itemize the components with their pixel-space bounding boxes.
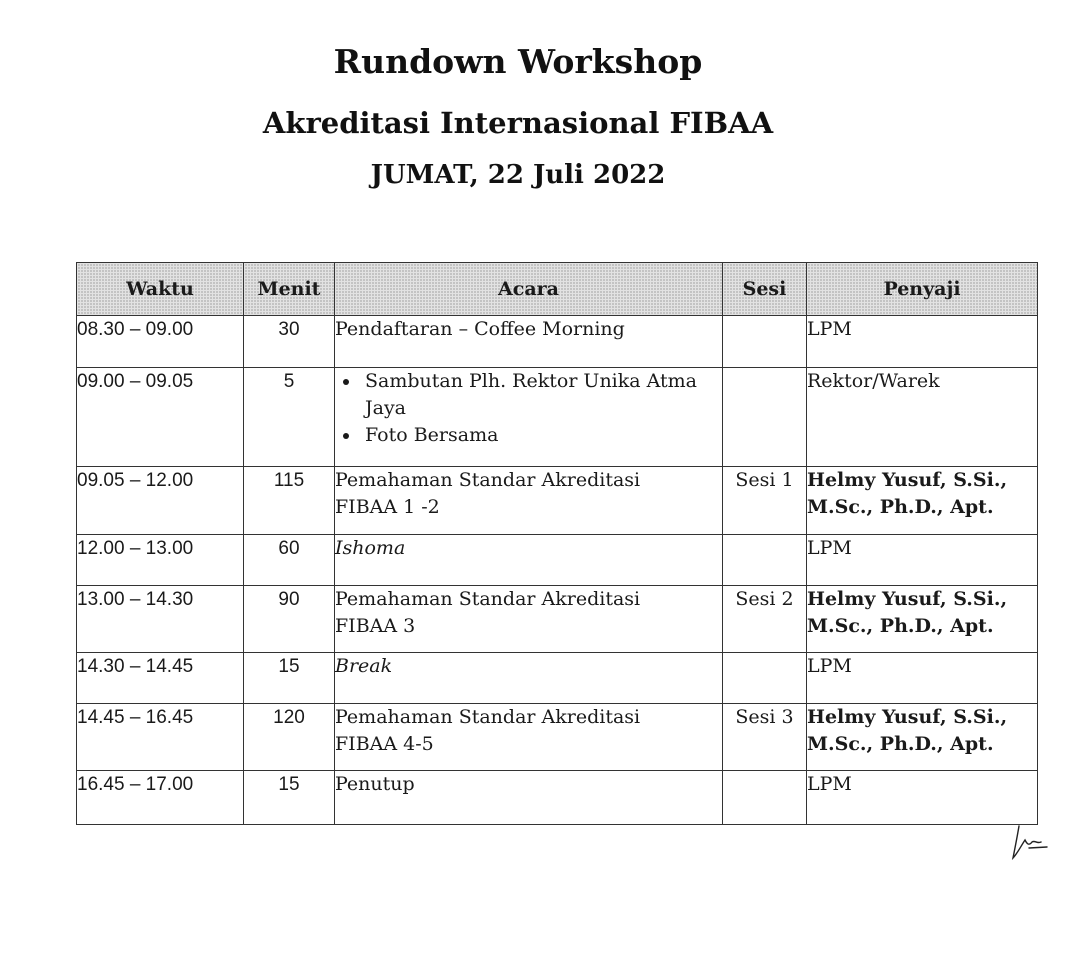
column-header-penyaji: Penyaji [807, 263, 1038, 316]
table-row [77, 704, 1038, 771]
menit-text: 30 [278, 319, 300, 340]
cell-acara [335, 704, 723, 771]
column-header-acara: Acara [335, 263, 723, 316]
table-row [77, 316, 1038, 368]
cell-penyaji [807, 771, 1038, 825]
signature-mark [1005, 818, 1055, 868]
acara-bullet-list [335, 368, 722, 449]
menit-text: 15 [278, 774, 300, 795]
penyaji-text-line: LPM [807, 537, 852, 559]
menit-text: 90 [278, 589, 300, 610]
penyaji-text-line: Helmy Yusuf, S.Si., [807, 706, 1008, 728]
cell-menit [244, 368, 335, 467]
cell-penyaji [807, 316, 1038, 368]
cell-waktu [77, 368, 244, 467]
column-header-sesi: Sesi [723, 263, 807, 316]
table-row [77, 653, 1038, 704]
sesi-text: Sesi 3 [735, 706, 794, 728]
cell-acara [335, 368, 723, 467]
table-row [77, 771, 1038, 825]
penyaji-text-line: Rektor/Warek [807, 370, 940, 392]
cell-penyaji [807, 467, 1038, 535]
acara-text-line: FIBAA 1 -2 [335, 496, 440, 518]
table-row [77, 586, 1038, 653]
document-title: Rundown Workshop [333, 42, 703, 81]
cell-sesi [723, 316, 807, 368]
acara-text-line: FIBAA 3 [335, 615, 416, 637]
penyaji-text-line: Helmy Yusuf, S.Si., [807, 588, 1008, 610]
cell-menit [244, 704, 335, 771]
acara-bullet-item: • Foto Bersama [361, 422, 722, 449]
cell-sesi [723, 586, 807, 653]
cell-waktu [77, 704, 244, 771]
penyaji-text-line: LPM [807, 655, 852, 677]
waktu-text: 09.00 – 09.05 [77, 371, 194, 392]
acara-text-line: Pemahaman Standar Akreditasi [335, 469, 641, 491]
cell-acara [335, 586, 723, 653]
cell-penyaji [807, 535, 1038, 586]
table-body [77, 316, 1038, 825]
cell-waktu [77, 653, 244, 704]
acara-bullet-item: • Sambutan Plh. Rektor Unika Atma Jaya [361, 368, 722, 422]
acara-text-line: Break [335, 655, 393, 677]
acara-text-line: Pemahaman Standar Akreditasi [335, 588, 641, 610]
sesi-text: Sesi 2 [735, 588, 794, 610]
cell-acara [335, 771, 723, 825]
cell-menit [244, 316, 335, 368]
acara-text-line: FIBAA 4-5 [335, 733, 434, 755]
column-header-menit: Menit [244, 263, 335, 316]
menit-text: 5 [283, 371, 295, 392]
cell-penyaji [807, 368, 1038, 467]
acara-text-line: Pemahaman Standar Akreditasi [335, 706, 641, 728]
table-row [77, 368, 1038, 467]
waktu-text: 12.00 – 13.00 [77, 538, 194, 559]
cell-waktu [77, 316, 244, 368]
cell-menit [244, 467, 335, 535]
cell-sesi [723, 467, 807, 535]
menit-text: 15 [278, 656, 300, 677]
waktu-text: 13.00 – 14.30 [77, 589, 194, 610]
acara-text-line: Pendaftaran – Coffee Morning [335, 318, 625, 340]
document-subtitle: Akreditasi Internasional FIBAA [262, 106, 774, 140]
cell-penyaji [807, 653, 1038, 704]
acara-text-line: Ishoma [335, 537, 406, 559]
cell-penyaji [807, 704, 1038, 771]
penyaji-text-line: M.Sc., Ph.D., Apt. [807, 733, 994, 755]
rundown-table [76, 262, 1038, 825]
cell-waktu [77, 586, 244, 653]
sesi-text: Sesi 1 [735, 469, 794, 491]
column-header-waktu: Waktu [77, 263, 244, 316]
cell-penyaji [807, 586, 1038, 653]
menit-text: 120 [273, 707, 305, 728]
penyaji-text-line: LPM [807, 318, 852, 340]
cell-menit [244, 653, 335, 704]
waktu-text: 08.30 – 09.00 [77, 319, 194, 340]
table-row [77, 467, 1038, 535]
waktu-text: 14.45 – 16.45 [77, 707, 194, 728]
penyaji-text-line: LPM [807, 773, 852, 795]
cell-sesi [723, 368, 807, 467]
cell-acara [335, 535, 723, 586]
acara-text-line: Penutup [335, 773, 415, 795]
cell-acara [335, 653, 723, 704]
cell-sesi [723, 653, 807, 704]
cell-waktu [77, 535, 244, 586]
cell-menit [244, 535, 335, 586]
cell-acara [335, 467, 723, 535]
cell-waktu [77, 771, 244, 825]
table-header-row [77, 263, 1038, 316]
cell-waktu [77, 467, 244, 535]
table-row [77, 535, 1038, 586]
penyaji-text-line: M.Sc., Ph.D., Apt. [807, 496, 994, 518]
cell-acara [335, 316, 723, 368]
cell-sesi [723, 704, 807, 771]
menit-text: 60 [278, 538, 300, 559]
waktu-text: 14.30 – 14.45 [77, 656, 194, 677]
menit-text: 115 [273, 470, 305, 491]
penyaji-text-line: M.Sc., Ph.D., Apt. [807, 615, 994, 637]
document-date: JUMAT, 22 Juli 2022 [370, 160, 666, 190]
waktu-text: 09.05 – 12.00 [77, 470, 194, 491]
cell-menit [244, 771, 335, 825]
waktu-text: 16.45 – 17.00 [77, 774, 194, 795]
cell-sesi [723, 771, 807, 825]
cell-sesi [723, 535, 807, 586]
cell-menit [244, 586, 335, 653]
penyaji-text-line: Helmy Yusuf, S.Si., [807, 469, 1008, 491]
